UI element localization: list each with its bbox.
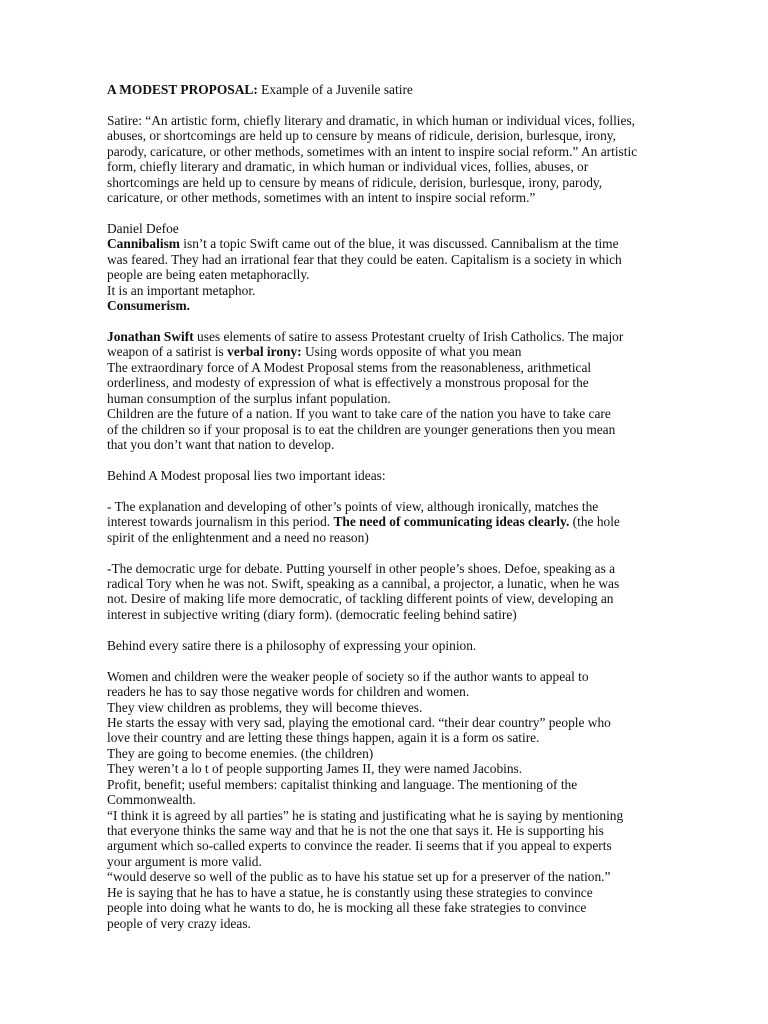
verbal-irony-term: verbal irony: — [227, 344, 302, 360]
spacer — [107, 483, 667, 498]
paragraph-line: -The democratic urge for debate. Putting yourself in other people’s shoes. Defoe, speaking as a — [107, 560, 616, 576]
paragraph-line: They weren’t a lo t of people supporting James II, they were named Jacobins. — [107, 761, 523, 777]
spacer — [107, 545, 667, 560]
satire-definition-paragraph — [107, 113, 667, 206]
paragraph-line: He is saying that he has to have a statue, he is constantly using these strategies to convince — [107, 884, 593, 900]
paragraph-line — [107, 344, 667, 359]
paragraph-line: It is an important metaphor. — [107, 282, 256, 298]
defoe-heading: Daniel Defoe — [107, 220, 179, 236]
behind-satire-line: Behind every satire there is a philosophy of expressing your opinion. — [107, 637, 477, 653]
paragraph-line: parody, caricature, or other methods, sometimes with an intent to inspire social reform.” An artistic — [107, 143, 638, 159]
paragraph-line: of the children so if your proposal is to eat the children are younger generations then you mean — [107, 421, 616, 437]
paragraph-line: Satire: “An artistic form, chiefly literary and dramatic, in which human or individual vices, follies, — [107, 112, 636, 128]
paragraph-line: Children are the future of a nation. If you want to take care of the nation you have to take care — [107, 406, 611, 422]
paragraph-line: - The explanation and developing of other’s points of view, although ironically, matches the — [107, 498, 599, 514]
swift-term: Jonathan Swift — [107, 329, 194, 344]
paragraph-line: He starts the essay with very sad, playing the emotional card. “their dear country” people who — [107, 714, 611, 730]
paragraph-line: orderliness, and modesty of expression of what is effectively a monstrous proposal for the — [107, 375, 589, 391]
paragraph-line: “would deserve so well of the public as to have his statue set up for a preserver of the nation.” — [107, 869, 611, 885]
paragraph-line: Commonwealth. — [107, 792, 196, 808]
swift-line1-rest: uses elements of satire to assess Protestant cruelty of Irish Catholics. The major — [193, 329, 624, 344]
spacer — [107, 453, 667, 468]
swift-paragraph — [107, 329, 667, 453]
spacer — [107, 314, 667, 329]
paragraph-line: Profit, benefit; useful members: capitalist thinking and language. The mentioning of the — [107, 776, 578, 792]
communicating-ideas-term: The need of communicating ideas clearly. — [333, 514, 570, 530]
paragraph-line: readers he has to say those negative words for children and women. — [107, 684, 470, 700]
cannibalism-line1-rest: isn’t a topic Swift came out of the blue, it was discussed. Cannibalism at the time — [179, 236, 619, 252]
idea1-line2-pre: interest towards journalism in this period. — [107, 514, 334, 530]
spacer — [107, 653, 667, 668]
idea-two-paragraph — [107, 561, 667, 623]
paragraph-line: interest in subjective writing (diary form). (democratic feeling behind satire) — [107, 606, 517, 622]
paragraph-line: that you don’t want that nation to develop. — [107, 437, 335, 453]
consumerism-heading — [107, 298, 667, 313]
consumerism-term: Consumerism. — [107, 298, 190, 314]
paragraph-line: people into doing what he wants to do, he is mocking all these fake strategies to convince — [107, 900, 587, 916]
paragraph-line: form, chiefly literary and dramatic, in which human or individual vices, follies, abuses, or — [107, 159, 589, 175]
paragraph-line: people of very crazy ideas. — [107, 915, 251, 931]
paragraph-line: “I think it is agreed by all parties” he is stating and justificating what he is saying by mentioning — [107, 807, 624, 823]
paragraph-line: human consumption of the surplus infant population. — [107, 390, 391, 406]
cannibalism-paragraph — [107, 236, 667, 298]
paragraph-line — [107, 514, 667, 529]
spacer — [107, 97, 667, 112]
paragraph-line — [107, 236, 667, 251]
paragraph-line: was feared. They had an irrational fear that they could be eaten. Capitalism is a society in which — [107, 251, 622, 267]
paragraph-line: people are being eaten metaphoraclly. — [107, 267, 310, 283]
swift-line2-pre: weapon of a satirist is — [107, 344, 228, 360]
behind-ideas-line: Behind A Modest proposal lies two important ideas: — [107, 467, 386, 483]
paragraph-line: argument which so-called experts to convince the reader. Ii seems that if you appeal to experts — [107, 838, 612, 854]
paragraph-line: caricature, or other methods, sometimes with an intent to inspire social reform.” — [107, 190, 536, 206]
paragraph-line: not. Desire of making life more democratic, of tackling different points of view, developing an — [107, 591, 614, 607]
paragraph-line: shortcomings are held up to censure by means of ridicule, derision, burlesque, irony, parody, — [107, 174, 603, 190]
paragraph-line: Women and children were the weaker people of society so if the author wants to appeal to — [107, 668, 589, 684]
document-page — [107, 82, 667, 931]
paragraph-line: your argument is more valid. — [107, 853, 262, 869]
swift-line2-post: Using words opposite of what you mean — [301, 344, 522, 360]
paragraph-line: abuses, or shortcomings are held up to censure by means of ridicule, derision, burlesque, irony, — [107, 128, 616, 144]
idea1-line2-post: (the hole — [569, 514, 620, 530]
paragraph-line: spirit of the enlightenment and a need no reason) — [107, 529, 369, 545]
spacer — [107, 206, 667, 221]
title-bold: A MODEST PROPOSAL: — [107, 82, 258, 97]
final-paragraph — [107, 669, 667, 931]
spacer — [107, 622, 667, 637]
document-title — [107, 82, 667, 97]
title-rest: Example of a Juvenile satire — [257, 82, 413, 97]
paragraph-line — [107, 329, 667, 344]
paragraph-line: They view children as problems, they will become thieves. — [107, 699, 423, 715]
paragraph-line: The extraordinary force of A Modest Proposal stems from the reasonableness, arithmetical — [107, 359, 592, 375]
idea-one-paragraph — [107, 499, 667, 545]
paragraph-line: radical Tory when he was not. Swift, speaking as a cannibal, a projector, a lunatic, when he was — [107, 576, 620, 591]
cannibalism-term: Cannibalism — [107, 236, 180, 252]
paragraph-line: that everyone thinks the same way and that he is not the one that says it. He is supporting his — [107, 823, 604, 838]
paragraph-line: They are going to become enemies. (the children) — [107, 745, 374, 761]
paragraph-line: love their country and are letting these things happen, again it is a form os satire. — [107, 730, 540, 746]
